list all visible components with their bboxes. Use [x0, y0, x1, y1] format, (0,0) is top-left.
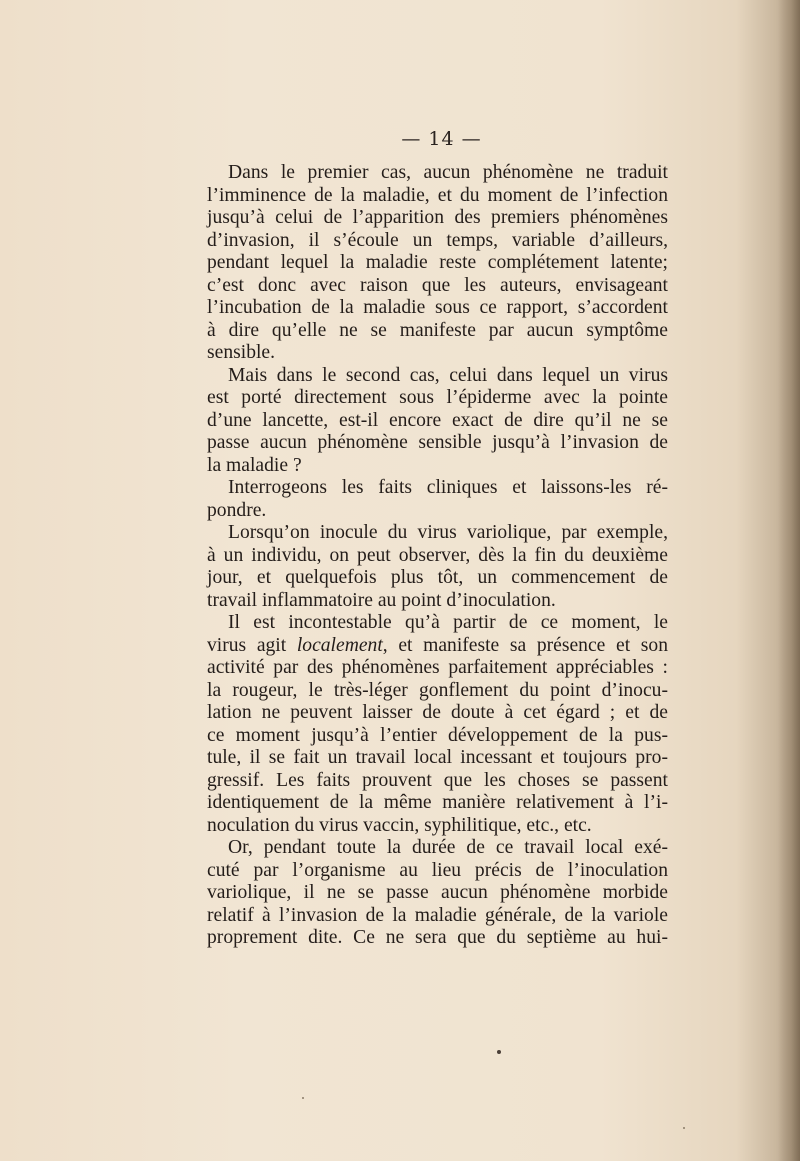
- text-line-content: l’imminence de la maladie, et du moment de l’infection: [207, 184, 668, 206]
- paper-speck: [683, 1127, 685, 1129]
- body-text: [207, 162, 668, 950]
- text-line: [207, 275, 668, 298]
- text-line-content: passe aucun phénomène sensible jusqu’à l’invasion de: [207, 432, 668, 453]
- text-line-continuation: , et manifeste sa présence et son: [382, 634, 668, 656]
- text-line-content: d’une lancette, est-il encore exact de dire qu’il ne se: [207, 409, 668, 431]
- text-line-content: jour, et quelquefois plus tôt, un commencement de: [207, 567, 668, 588]
- text-line-content: Interrogeons les faits cliniques et laissons-les ré-: [228, 477, 668, 498]
- text-line-content: relatif à l’invasion de la maladie générale, de la variole: [207, 904, 668, 926]
- text-line-content: gressif. Les faits prouvent que les choses se passent: [207, 769, 668, 791]
- text-line: [207, 365, 668, 388]
- text-line: [207, 455, 668, 478]
- text-line-content: Dans le premier cas, aucun phénomène ne traduit: [228, 162, 668, 183]
- text-line: [207, 162, 668, 185]
- text-line: [207, 545, 668, 568]
- text-line-content: d’invasion, il s’écoule un temps, variable d’ailleurs,: [207, 229, 668, 251]
- text-line: [207, 230, 668, 253]
- text-line-content: c’est donc avec raison que les auteurs, envisageant: [207, 274, 668, 296]
- text-line: [207, 252, 668, 275]
- text-line: [207, 590, 668, 613]
- text-line: [207, 927, 668, 950]
- text-line-content: Lorsqu’on inocule du virus variolique, par exemple,: [228, 522, 668, 543]
- text-line-content: travail inflammatoire au point d’inoculation.: [207, 589, 556, 611]
- text-line-content: variolique, il ne se passe aucun phénomène morbide: [207, 882, 668, 903]
- text-line-content: la rougeur, le très-léger gonflement du point d’inocu-: [207, 679, 668, 701]
- text-line-content: proprement dite. Ce ne sera que du septième au hui-: [207, 927, 668, 948]
- text-line-content: Or, pendant toute la durée de ce travail local exé-: [228, 837, 668, 858]
- text-line-content: jusqu’à celui de l’apparition des premiers phénomènes: [207, 207, 668, 228]
- text-line: [207, 905, 668, 928]
- text-line: [207, 410, 668, 433]
- text-line-content: l’incubation de la maladie sous ce rapport, s’accordent: [207, 297, 668, 318]
- text-line: [207, 477, 668, 500]
- paper-speck: [302, 1097, 304, 1099]
- text-line-content: sensible.: [207, 342, 276, 363]
- text-line-content: à un individu, on peut observer, dès la fin du deuxième: [207, 544, 668, 566]
- text-line-content: à dire qu’elle ne se manifeste par aucun symptôme: [207, 319, 668, 341]
- text-line: [207, 747, 668, 770]
- text-line: [207, 860, 668, 883]
- text-line: [207, 567, 668, 590]
- italic-word: localement: [296, 634, 383, 656]
- page-number: — 14 —: [401, 128, 482, 150]
- text-line: [207, 612, 668, 635]
- text-line: [207, 792, 668, 815]
- text-line-content: est porté directement sous l’épiderme avec la pointe: [207, 387, 668, 408]
- text-line: [207, 387, 668, 410]
- text-line: [207, 882, 668, 905]
- text-line: [207, 185, 668, 208]
- text-line-content: tule, il se fait un travail local incessant et toujours pro-: [207, 747, 668, 768]
- text-line: [207, 635, 668, 658]
- text-line-content: cuté par l’organisme au lieu précis de l’inoculation: [207, 859, 668, 881]
- text-line: [207, 207, 668, 230]
- text-line: [207, 522, 668, 545]
- text-line-content: noculation du virus vaccin, syphilitique, etc., etc.: [207, 814, 592, 836]
- text-line: [207, 702, 668, 725]
- text-line: [207, 657, 668, 680]
- text-line-content: Il est incontestable qu’à partir de ce moment, le: [228, 612, 668, 633]
- text-line: [207, 297, 668, 320]
- text-line: [207, 432, 668, 455]
- text-line-content: Mais dans le second cas, celui dans lequel un virus: [228, 364, 668, 386]
- text-line-content: ce moment jusqu’à l’entier développement de la pus-: [207, 724, 668, 746]
- text-line-content: pondre.: [207, 499, 267, 521]
- text-line-content: identiquement de la même manière relativement à l’i-: [207, 792, 668, 813]
- text-line: [207, 770, 668, 793]
- text-line: [207, 837, 668, 860]
- text-line: [207, 500, 668, 523]
- ink-dot: [497, 1050, 501, 1054]
- text-line-content: lation ne peuvent laisser de doute à cet égard ; et de: [207, 702, 668, 723]
- text-line-content: pendant lequel la maladie reste complétement latente;: [207, 252, 668, 273]
- text-line-content: activité par des phénomènes parfaitement appréciables :: [207, 657, 668, 678]
- text-line: [207, 725, 668, 748]
- text-line: [207, 815, 668, 838]
- text-line: [207, 342, 668, 365]
- text-line: [207, 680, 668, 703]
- text-line: [207, 320, 668, 343]
- text-line-content: la maladie ?: [207, 454, 302, 476]
- page-edge-shadow: [778, 0, 800, 1161]
- text-line-content: virus agit: [207, 634, 297, 656]
